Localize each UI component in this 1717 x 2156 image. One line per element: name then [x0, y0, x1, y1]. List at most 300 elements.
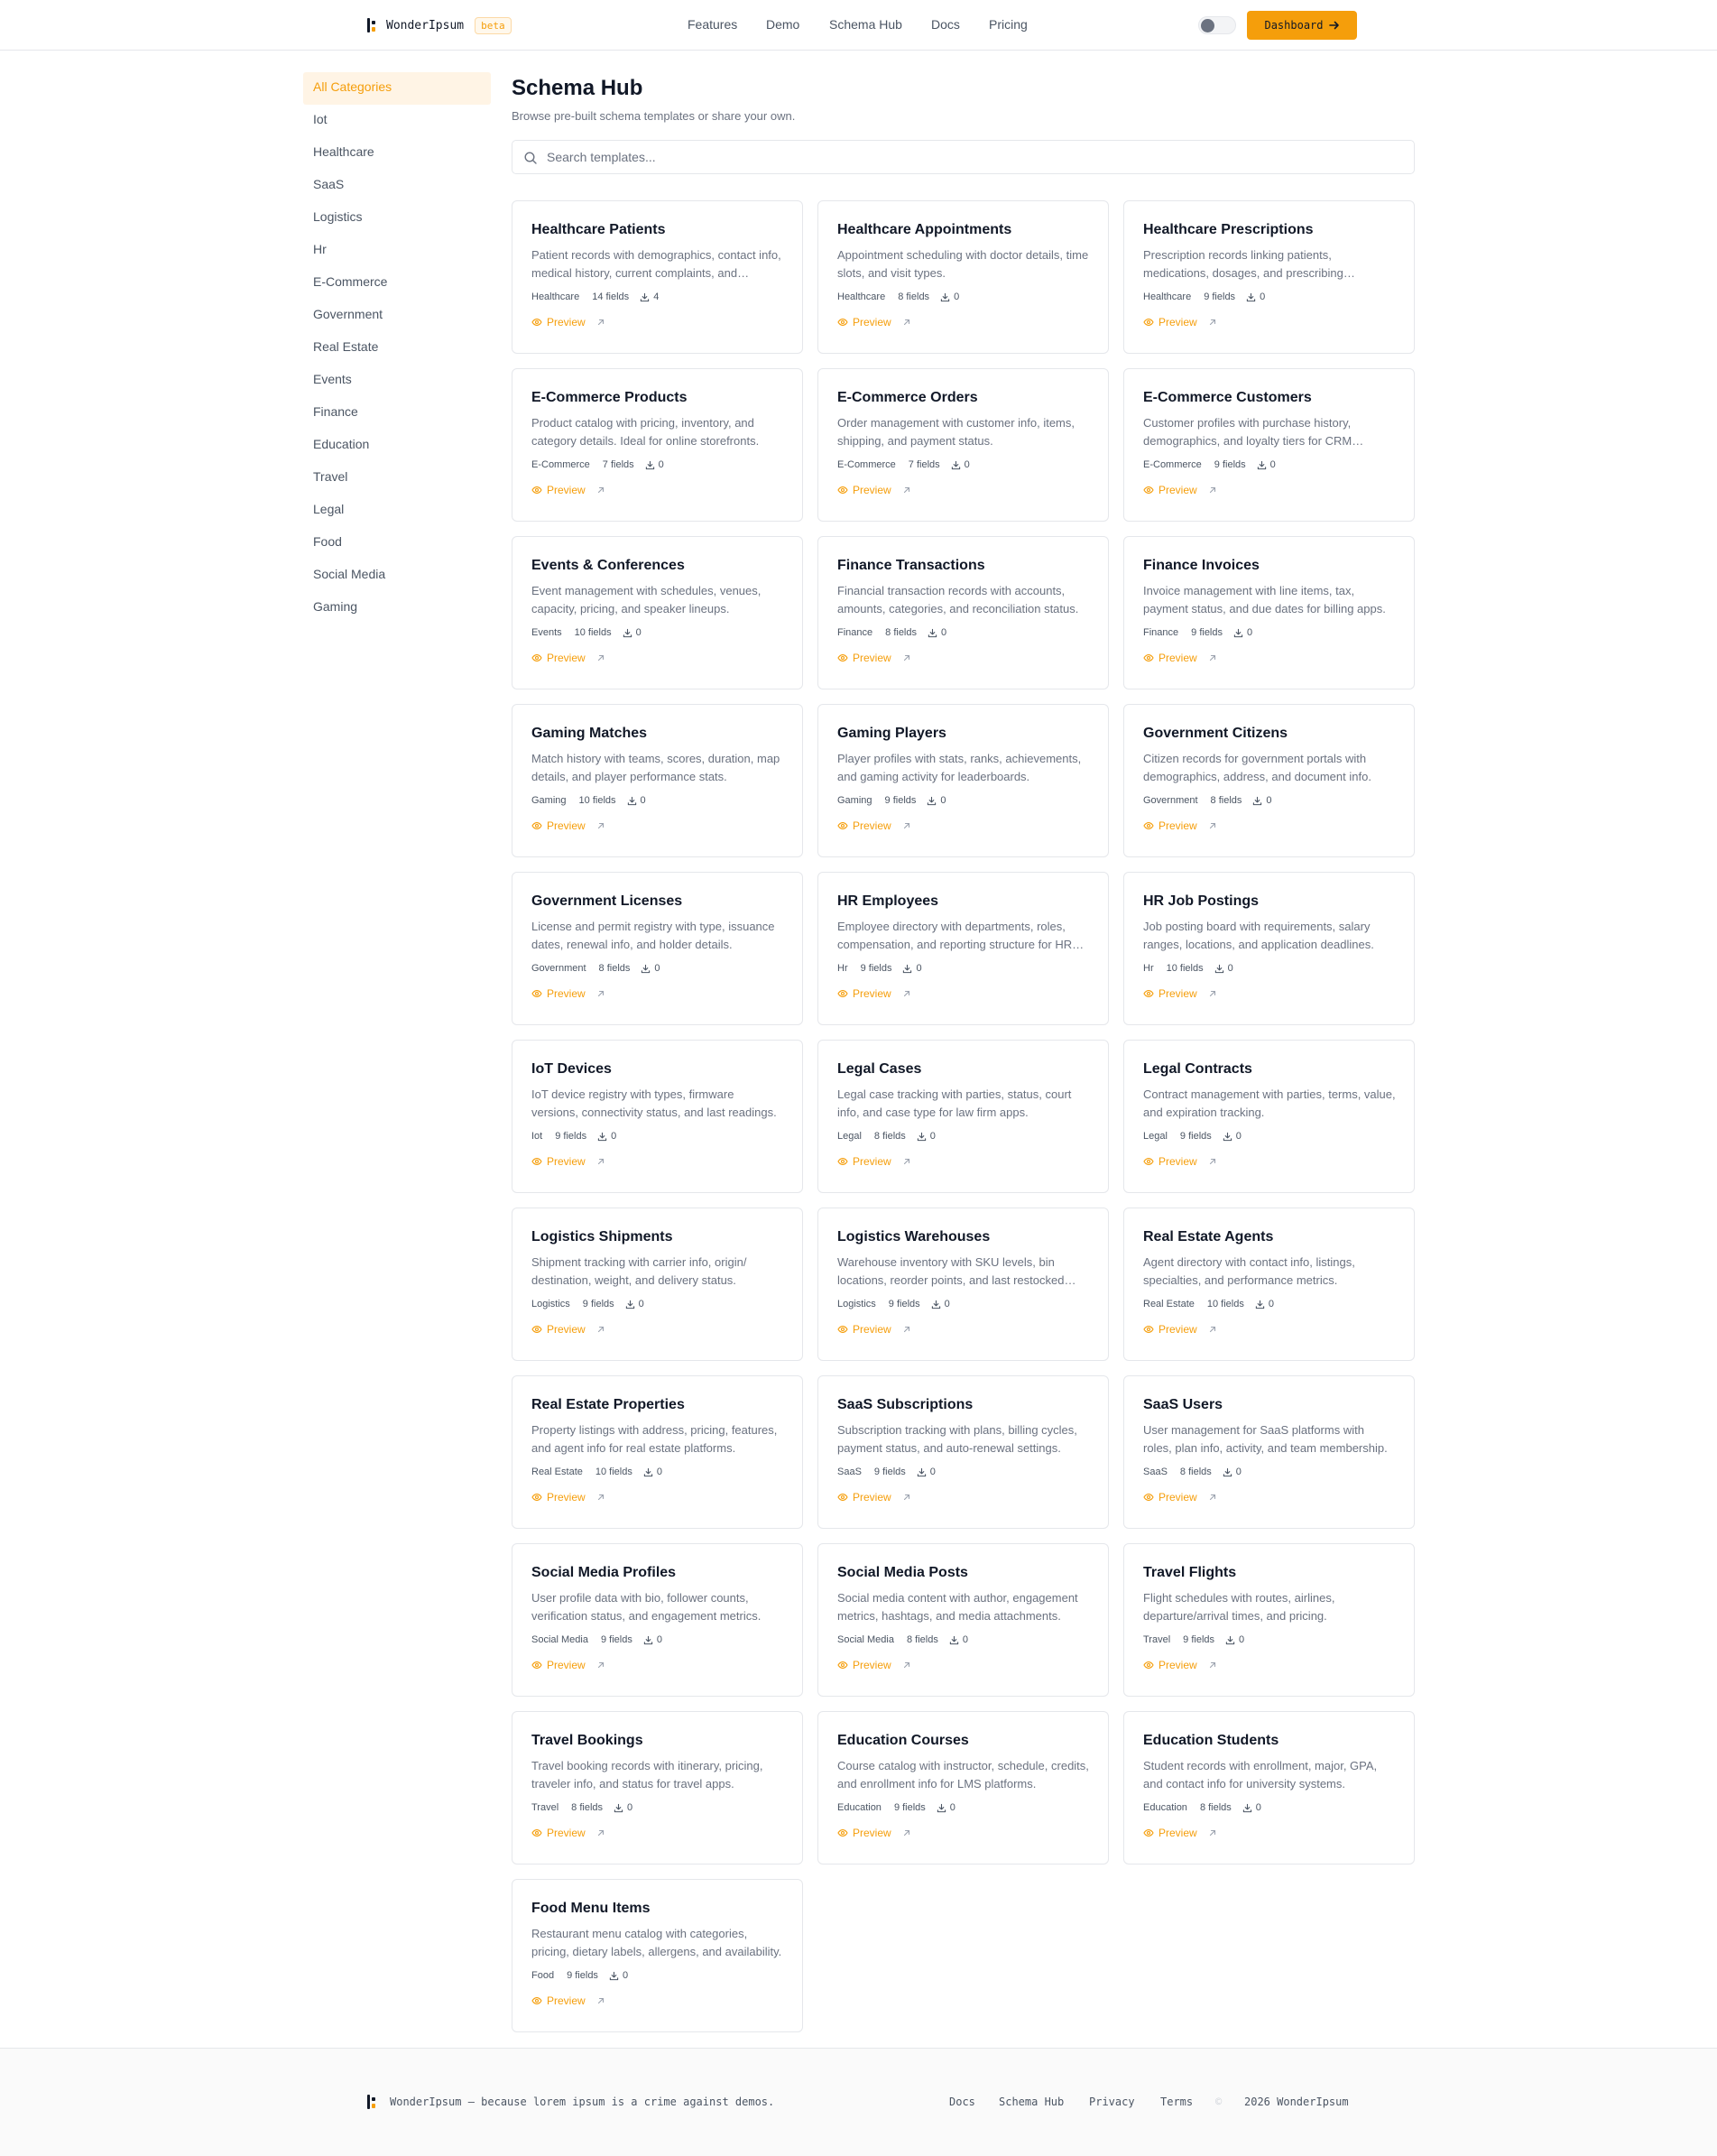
template-description: Order management with customer info, items, shipping, and payment status. — [837, 416, 1075, 448]
template-field-count: 9 fields — [1214, 459, 1246, 470]
template-downloads — [640, 291, 659, 302]
footer-link-schema-hub[interactable]: Schema Hub — [999, 2096, 1065, 2108]
template-card[interactable] — [512, 704, 803, 857]
preview-link[interactable] — [1143, 1154, 1396, 1169]
template-card[interactable] — [817, 1208, 1109, 1361]
template-field-count: 9 fields — [600, 1634, 632, 1645]
template-downloads — [643, 1467, 662, 1477]
template-description: Student records with enrollment, major, GPA, and contact info for university systems. — [1143, 1759, 1378, 1790]
template-description: User profile data with bio, follower counts, verification status, and engagement metrics. — [531, 1591, 762, 1623]
search-input[interactable] — [547, 141, 1395, 173]
template-title: SaaS Users — [1143, 1397, 1223, 1412]
category-social-media[interactable]: Social Media — [313, 567, 386, 581]
template-card[interactable] — [512, 368, 803, 522]
category-legal[interactable]: Legal — [313, 502, 345, 516]
template-description: Contract management with parties, terms, value, and expiration tracking. — [1143, 1087, 1396, 1119]
template-meta — [837, 961, 1090, 976]
external-arrow-icon[interactable] — [902, 318, 911, 327]
template-card[interactable] — [817, 1040, 1109, 1193]
eye-icon — [837, 1156, 848, 1167]
template-field-count: 9 fields — [1204, 291, 1236, 302]
template-category: Education — [1143, 1802, 1187, 1813]
external-arrow-icon[interactable] — [1208, 989, 1217, 998]
nav-schema-hub[interactable]: Schema Hub — [829, 17, 902, 32]
template-meta — [837, 290, 1090, 304]
external-arrow-icon[interactable] — [902, 1325, 911, 1334]
template-title: SaaS Subscriptions — [837, 1397, 974, 1412]
category-food[interactable]: Food — [313, 534, 342, 549]
preview-label: Preview — [853, 1491, 891, 1504]
external-arrow-icon[interactable] — [902, 989, 911, 998]
preview-link[interactable] — [837, 1490, 1090, 1504]
preview-link[interactable] — [837, 1154, 1090, 1169]
eye-icon — [837, 1660, 848, 1670]
template-title: Gaming Players — [837, 726, 946, 741]
preview-link[interactable] — [531, 819, 784, 833]
nav-features[interactable]: Features — [688, 17, 738, 32]
eye-icon — [1143, 485, 1154, 495]
template-field-count: 10 fields — [1206, 1299, 1244, 1309]
category-e-commerce[interactable]: E-Commerce — [313, 274, 388, 289]
download-icon — [597, 1132, 607, 1142]
category-real-estate[interactable]: Real Estate — [313, 339, 379, 354]
template-card[interactable] — [1123, 704, 1415, 857]
main-nav — [0, 17, 1717, 33]
preview-link[interactable] — [531, 1322, 784, 1337]
download-count: 0 — [635, 627, 642, 638]
template-title: Healthcare Patients — [531, 222, 666, 237]
download-icon — [1214, 964, 1224, 974]
eye-icon — [1143, 988, 1154, 999]
template-downloads — [1242, 1802, 1261, 1813]
template-meta — [837, 1800, 1090, 1815]
preview-link[interactable] — [531, 1826, 784, 1840]
template-downloads — [1225, 1634, 1244, 1645]
template-field-count: 8 fields — [1210, 795, 1242, 806]
preview-label: Preview — [547, 1155, 586, 1168]
external-arrow-icon[interactable] — [596, 1661, 605, 1670]
template-title: Food Menu Items — [531, 1901, 651, 1916]
template-category: Healthcare — [1143, 291, 1192, 302]
preview-label: Preview — [547, 1827, 586, 1839]
preview-link[interactable] — [1143, 819, 1396, 833]
template-meta — [531, 458, 784, 472]
download-count: 0 — [658, 459, 664, 470]
preview-label: Preview — [853, 1659, 891, 1671]
page-title: Schema Hub — [512, 76, 643, 100]
preview-label: Preview — [1159, 316, 1197, 328]
brand-name: WonderIpsum — [386, 18, 465, 32]
external-arrow-icon[interactable] — [596, 486, 605, 495]
main-content — [512, 72, 1415, 2007]
download-icon — [937, 1803, 946, 1813]
download-count: 0 — [656, 1634, 662, 1645]
external-arrow-icon[interactable] — [902, 653, 911, 662]
download-count: 0 — [964, 459, 970, 470]
preview-link[interactable] — [1143, 986, 1396, 1001]
template-card[interactable] — [817, 200, 1109, 354]
template-downloads — [1252, 795, 1271, 806]
template-downloads — [1214, 963, 1233, 974]
preview-link[interactable] — [531, 986, 784, 1001]
template-description: Invoice management with line items, tax, payment status, and due dates for billing apps. — [1143, 584, 1386, 615]
category-healthcare[interactable]: Healthcare — [313, 144, 374, 159]
preview-link[interactable] — [837, 483, 1090, 497]
download-icon — [1225, 1635, 1235, 1645]
template-field-count: 9 fields — [555, 1131, 587, 1142]
external-arrow-icon[interactable] — [596, 318, 605, 327]
template-description: License and permit registry with type, issuance dates, renewal info, and holder details. — [531, 920, 775, 951]
eye-icon — [1143, 1324, 1154, 1335]
template-title: Finance Transactions — [837, 558, 985, 573]
template-description: Flight schedules with routes, airlines, departure/arrival times, and pricing. — [1143, 1591, 1335, 1623]
template-meta — [531, 1968, 784, 1983]
category-hr[interactable]: Hr — [313, 242, 327, 256]
template-card[interactable] — [512, 872, 803, 1025]
preview-label: Preview — [853, 316, 891, 328]
template-category: SaaS — [1143, 1467, 1168, 1477]
category-education[interactable]: Education — [313, 437, 370, 451]
nav-docs[interactable]: Docs — [931, 17, 960, 32]
preview-label: Preview — [853, 987, 891, 1000]
external-arrow-icon[interactable] — [596, 653, 605, 662]
download-icon — [928, 628, 937, 638]
external-arrow-icon[interactable] — [902, 1493, 911, 1502]
template-field-count: 9 fields — [893, 1802, 926, 1813]
template-category: Social Media — [837, 1634, 894, 1645]
download-icon — [1223, 1467, 1232, 1477]
download-count: 0 — [962, 1634, 968, 1645]
download-icon — [940, 292, 950, 302]
preview-link[interactable] — [837, 315, 1090, 329]
external-arrow-icon[interactable] — [596, 1828, 605, 1837]
preview-link[interactable] — [531, 315, 784, 329]
template-downloads — [917, 1467, 936, 1477]
template-card[interactable] — [817, 1375, 1109, 1529]
download-count: 0 — [949, 1802, 955, 1813]
preview-label: Preview — [853, 484, 891, 496]
template-category: Education — [837, 1802, 882, 1813]
external-arrow-icon[interactable] — [1208, 318, 1217, 327]
template-field-count: 8 fields — [598, 963, 631, 974]
category-gaming[interactable]: Gaming — [313, 599, 358, 614]
eye-icon — [837, 1324, 848, 1335]
eye-icon — [531, 1156, 542, 1167]
footer-link-privacy[interactable]: Privacy — [1089, 2096, 1135, 2108]
eye-icon — [837, 485, 848, 495]
theme-toggle[interactable] — [1198, 16, 1236, 34]
template-downloads — [1246, 291, 1265, 302]
template-downloads — [931, 1299, 950, 1309]
eye-icon — [1143, 820, 1154, 831]
template-title: Social Media Profiles — [531, 1565, 677, 1580]
eye-icon — [1143, 1828, 1154, 1838]
external-arrow-icon[interactable] — [1208, 653, 1217, 662]
footer-tagline: WonderIpsum — because lorem ipsum is a crime against demos. — [390, 2096, 775, 2108]
preview-link[interactable] — [531, 1994, 784, 2008]
search-box[interactable] — [512, 140, 1415, 174]
preview-label: Preview — [547, 1659, 586, 1671]
template-downloads — [1223, 1131, 1242, 1142]
preview-label: Preview — [547, 987, 586, 1000]
category-saas[interactable]: SaaS — [313, 177, 345, 191]
template-category: E-Commerce — [837, 459, 896, 470]
template-description: Financial transaction records with accounts, amounts, categories, and reconciliation status. — [837, 584, 1079, 615]
template-category: Gaming — [531, 795, 567, 806]
template-description: Prescription records linking patients, medications, dosages, and prescribing — [1143, 248, 1343, 280]
preview-label: Preview — [1159, 484, 1197, 496]
template-title: Travel Bookings — [531, 1733, 643, 1748]
external-arrow-icon[interactable] — [596, 1493, 605, 1502]
preview-link[interactable] — [531, 1490, 784, 1504]
template-meta — [531, 625, 784, 640]
template-title: HR Job Postings — [1143, 893, 1260, 909]
external-arrow-icon[interactable] — [596, 1996, 605, 2005]
template-category: Healthcare — [531, 291, 580, 302]
template-meta — [1143, 1633, 1396, 1647]
eye-icon — [837, 317, 848, 328]
download-count: 0 — [1235, 1131, 1242, 1142]
category-sidebar — [303, 72, 491, 625]
category-events[interactable]: Events — [313, 372, 352, 386]
template-title: Logistics Warehouses — [837, 1229, 991, 1245]
template-card[interactable] — [512, 1879, 803, 2032]
template-field-count: 8 fields — [1199, 1802, 1232, 1813]
template-category: Legal — [837, 1131, 862, 1142]
template-description: Shipment tracking with carrier info, origin/ destination, weight, and delivery status. — [531, 1255, 747, 1287]
template-field-count: 8 fields — [571, 1802, 604, 1813]
template-downloads — [609, 1970, 628, 1981]
download-icon — [917, 1467, 927, 1477]
template-field-count: 9 fields — [567, 1970, 598, 1981]
template-card[interactable] — [512, 200, 803, 354]
template-meta — [837, 793, 1090, 808]
template-category: Hr — [837, 963, 848, 974]
eye-icon — [531, 317, 542, 328]
template-field-count: 7 fields — [908, 459, 940, 470]
template-downloads — [645, 459, 664, 470]
preview-label: Preview — [547, 819, 586, 832]
category-iot[interactable]: Iot — [313, 112, 328, 126]
eye-icon — [837, 1492, 848, 1503]
template-title: Government Licenses — [531, 893, 683, 909]
template-card[interactable] — [1123, 1040, 1415, 1193]
template-card[interactable] — [1123, 1375, 1415, 1529]
template-card[interactable] — [1123, 872, 1415, 1025]
preview-link[interactable] — [1143, 1658, 1396, 1672]
template-description: Job posting board with requirements, salary ranges, locations, and application deadlines. — [1143, 920, 1374, 951]
external-arrow-icon[interactable] — [596, 989, 605, 998]
external-arrow-icon[interactable] — [1208, 1661, 1217, 1670]
download-count: 0 — [929, 1131, 936, 1142]
page-subtitle: Browse pre-built schema templates or share your own. — [512, 109, 796, 123]
category-government[interactable]: Government — [313, 307, 383, 321]
template-card[interactable] — [1123, 1711, 1415, 1865]
preview-link[interactable] — [531, 651, 784, 665]
external-arrow-icon[interactable] — [902, 486, 911, 495]
preview-label: Preview — [853, 652, 891, 664]
template-meta — [1143, 458, 1396, 472]
preview-link[interactable] — [531, 483, 784, 497]
download-count: 0 — [1235, 1467, 1242, 1477]
nav-demo[interactable]: Demo — [766, 17, 800, 32]
preview-link[interactable] — [1143, 1826, 1396, 1840]
template-downloads — [937, 1802, 955, 1813]
download-icon — [643, 1635, 653, 1645]
external-arrow-icon[interactable] — [1208, 486, 1217, 495]
template-downloads — [917, 1131, 936, 1142]
template-card[interactable] — [817, 1543, 1109, 1697]
template-card[interactable] — [512, 1543, 803, 1697]
template-meta — [1143, 1129, 1396, 1143]
preview-link[interactable] — [531, 1154, 784, 1169]
preview-label: Preview — [547, 316, 586, 328]
dashboard-button[interactable] — [1247, 11, 1357, 40]
template-card[interactable] — [817, 1711, 1109, 1865]
top-header — [0, 0, 1717, 51]
template-description: Legal case tracking with parties, status, court info, and case type for law firm apps. — [837, 1087, 1072, 1119]
preview-label: Preview — [853, 1155, 891, 1168]
preview-link[interactable] — [837, 986, 1090, 1001]
download-count: 0 — [1255, 1802, 1261, 1813]
preview-link[interactable] — [1143, 1322, 1396, 1337]
footer-link-terms[interactable]: Terms — [1160, 2096, 1194, 2108]
template-field-count: 9 fields — [873, 1467, 906, 1477]
category-logistics[interactable]: Logistics — [313, 209, 363, 224]
dashboard-label: Dashboard — [1264, 19, 1324, 32]
footer-separator: © — [1215, 2096, 1223, 2108]
download-icon — [640, 292, 650, 302]
download-count: 0 — [954, 291, 960, 302]
preview-link[interactable] — [1143, 315, 1396, 329]
download-icon — [623, 628, 632, 638]
template-field-count: 8 fields — [1179, 1467, 1212, 1477]
template-category: Real Estate — [531, 1467, 583, 1477]
eye-icon — [837, 988, 848, 999]
download-icon — [917, 1132, 927, 1142]
template-downloads — [641, 963, 660, 974]
template-description: Course catalog with instructor, schedule, credits, and enrollment info for LMS platforms. — [837, 1759, 1089, 1790]
arrow-right-icon — [1329, 20, 1340, 31]
preview-link[interactable] — [1143, 483, 1396, 497]
template-field-count: 10 fields — [578, 795, 616, 806]
external-arrow-icon[interactable] — [1208, 1493, 1217, 1502]
template-meta — [531, 1633, 784, 1647]
preview-link[interactable] — [1143, 1490, 1396, 1504]
preview-label: Preview — [1159, 1323, 1197, 1336]
template-card[interactable] — [817, 704, 1109, 857]
preview-link[interactable] — [837, 651, 1090, 665]
template-card[interactable] — [817, 368, 1109, 522]
download-icon — [1246, 292, 1256, 302]
template-card[interactable] — [1123, 200, 1415, 354]
download-icon — [643, 1467, 653, 1477]
template-card[interactable] — [512, 1208, 803, 1361]
nav-pricing[interactable]: Pricing — [989, 17, 1028, 32]
external-arrow-icon[interactable] — [1208, 1828, 1217, 1837]
preview-link[interactable] — [837, 1322, 1090, 1337]
category-finance[interactable]: Finance — [313, 404, 358, 419]
preview-link[interactable] — [837, 1658, 1090, 1672]
template-card[interactable] — [1123, 536, 1415, 689]
template-meta — [531, 1800, 784, 1815]
external-arrow-icon[interactable] — [596, 1157, 605, 1166]
template-title: Gaming Matches — [531, 726, 648, 741]
template-card[interactable] — [1123, 1208, 1415, 1361]
eye-icon — [531, 485, 542, 495]
preview-link[interactable] — [837, 819, 1090, 833]
external-arrow-icon[interactable] — [902, 1661, 911, 1670]
external-arrow-icon[interactable] — [1208, 1325, 1217, 1334]
external-arrow-icon[interactable] — [596, 1325, 605, 1334]
template-category: SaaS — [837, 1467, 862, 1477]
template-meta — [531, 793, 784, 808]
download-count: 0 — [1269, 459, 1276, 470]
download-count: 0 — [1260, 291, 1266, 302]
category-all[interactable]: All Categories — [303, 72, 491, 105]
template-card[interactable] — [512, 1375, 803, 1529]
template-card[interactable] — [1123, 1543, 1415, 1697]
preview-label: Preview — [853, 1323, 891, 1336]
template-description: Property listings with address, pricing, features, and agent info for real estate platforms. — [531, 1423, 778, 1455]
template-category: E-Commerce — [1143, 459, 1202, 470]
external-arrow-icon[interactable] — [902, 1828, 911, 1837]
template-description: Travel booking records with itinerary, pricing, traveler info, and status for travel apps. — [531, 1759, 763, 1790]
preview-label: Preview — [853, 1827, 891, 1839]
preview-link[interactable] — [837, 1826, 1090, 1840]
download-icon — [641, 964, 651, 974]
template-description: Match history with teams, scores, duration, map details, and player performance stats. — [531, 752, 780, 783]
template-downloads — [614, 1802, 632, 1813]
external-arrow-icon[interactable] — [1208, 1157, 1217, 1166]
template-card[interactable] — [512, 536, 803, 689]
template-description: Citizen records for government portals with demographics, address, and document info. — [1143, 752, 1371, 783]
template-title: E-Commerce Customers — [1143, 390, 1312, 405]
preview-link[interactable] — [1143, 651, 1396, 665]
download-icon — [609, 1971, 619, 1981]
download-icon — [951, 460, 961, 470]
template-category: Travel — [531, 1802, 559, 1813]
preview-label: Preview — [1159, 1155, 1197, 1168]
page-footer — [0, 2048, 1717, 2156]
download-icon — [927, 796, 937, 806]
template-description: Social media content with author, engagement metrics, hashtags, and media attachments. — [837, 1591, 1078, 1623]
external-arrow-icon[interactable] — [902, 1157, 911, 1166]
eye-icon — [531, 1995, 542, 2006]
footer-copyright: 2026 WonderIpsum — [1244, 2096, 1349, 2108]
toggle-knob — [1201, 19, 1214, 32]
eye-icon — [1143, 1660, 1154, 1670]
template-card[interactable] — [512, 1711, 803, 1865]
external-arrow-icon[interactable] — [902, 821, 911, 830]
template-downloads — [623, 627, 642, 638]
template-card[interactable] — [817, 536, 1109, 689]
preview-link[interactable] — [531, 1658, 784, 1672]
external-arrow-icon[interactable] — [1208, 821, 1217, 830]
template-card[interactable] — [1123, 368, 1415, 522]
footer-link-docs[interactable]: Docs — [949, 2096, 975, 2108]
preview-label: Preview — [1159, 1659, 1197, 1671]
template-card[interactable] — [512, 1040, 803, 1193]
category-travel[interactable]: Travel — [313, 469, 348, 484]
eye-icon — [1143, 1492, 1154, 1503]
external-arrow-icon[interactable] — [596, 821, 605, 830]
template-description: Appointment scheduling with doctor details, time slots, and visit types. — [837, 248, 1089, 280]
template-title: Legal Cases — [837, 1061, 922, 1077]
eye-icon — [1143, 317, 1154, 328]
template-card[interactable] — [817, 872, 1109, 1025]
template-field-count: 9 fields — [860, 963, 892, 974]
